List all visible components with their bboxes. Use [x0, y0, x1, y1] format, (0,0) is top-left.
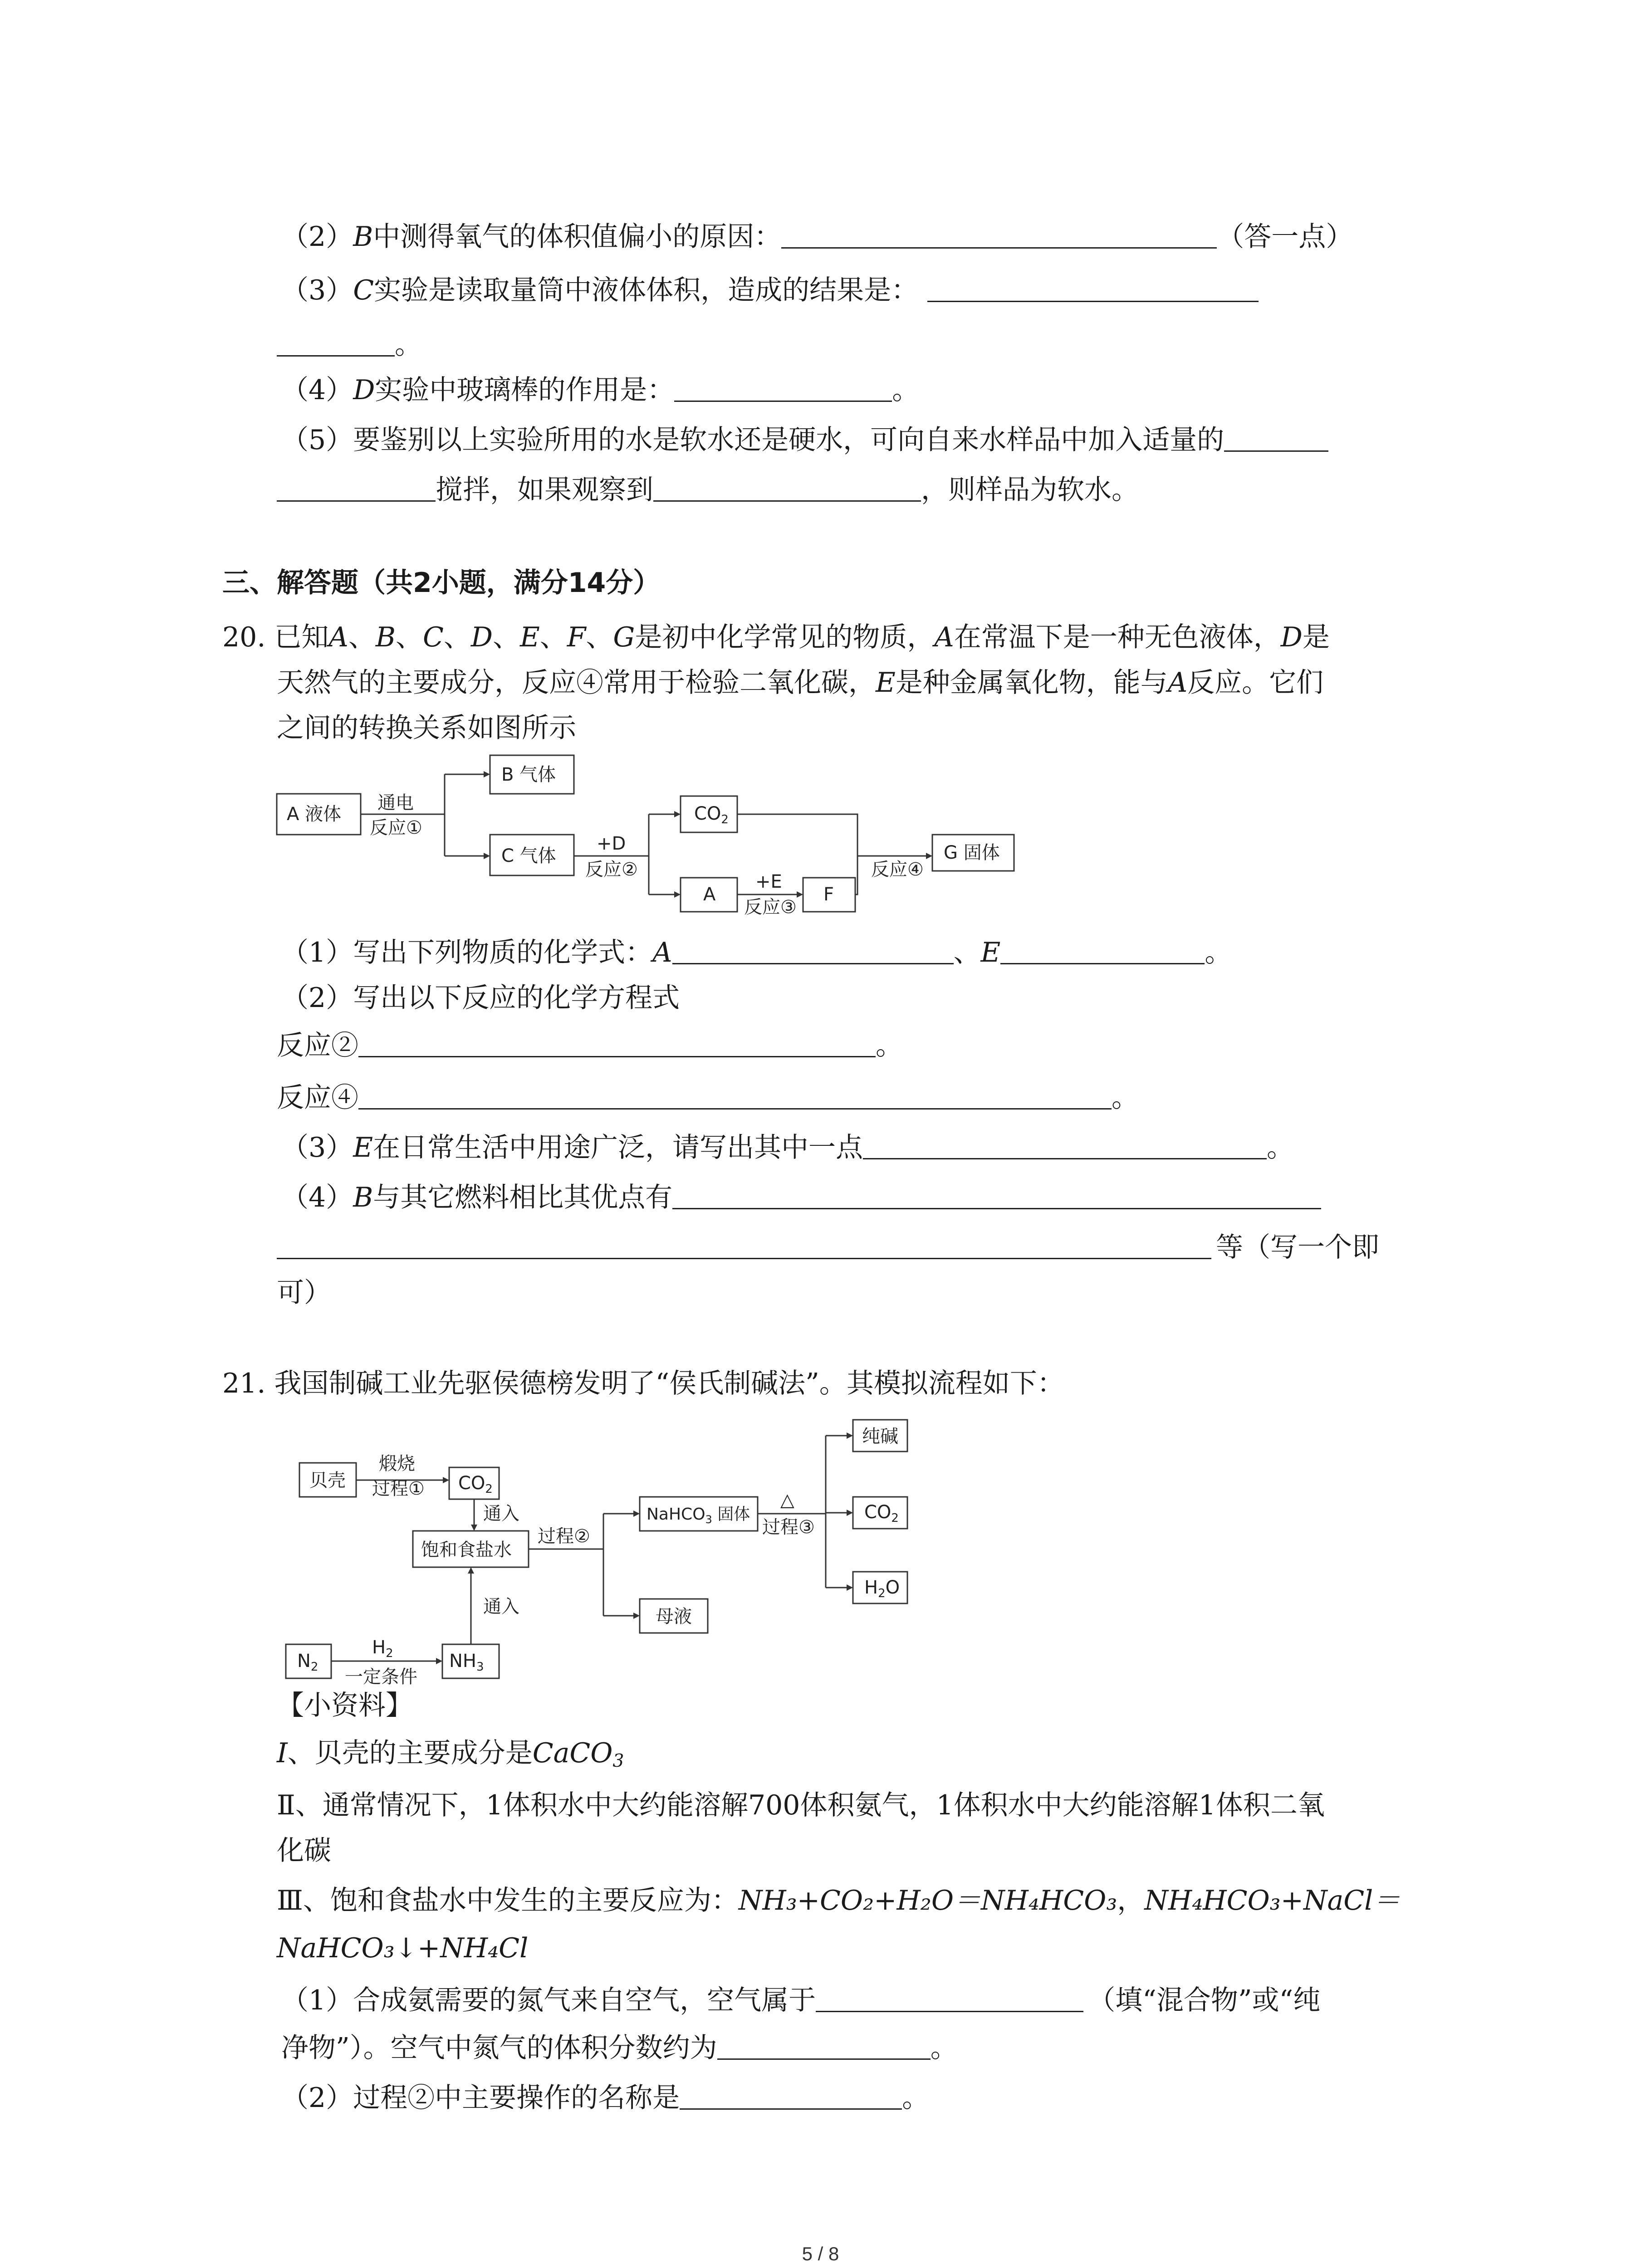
q19-part3 — [281, 272, 1259, 308]
text: E — [519, 621, 540, 653]
label-plus-d: +D — [597, 833, 626, 854]
answer-blank[interactable] — [781, 219, 1217, 249]
answer-blank[interactable] — [863, 1130, 1267, 1159]
answer-blank[interactable] — [672, 935, 954, 964]
label-reaction3: 反应③ — [744, 897, 797, 918]
text: A — [934, 621, 954, 653]
label-reaction1: 反应① — [370, 817, 422, 838]
text: 搅拌，如果观察到 — [436, 474, 653, 506]
text: 在日常生活中用途广泛，请写出其中一点 — [373, 1132, 863, 1163]
brine-label: 饱和食盐水 — [421, 1540, 512, 1560]
text: Ⅲ、饱和食盐水中发生的主要反应为： — [277, 1885, 739, 1916]
label-reaction2: 反应② — [585, 859, 638, 880]
node-c-label: C 气体 — [501, 846, 556, 866]
text: 。 — [1267, 1132, 1294, 1163]
text: C — [353, 274, 374, 306]
text: 在常温下是一种无色液体， — [954, 621, 1281, 653]
nahco3-label — [647, 1505, 750, 1526]
answer-blank[interactable] — [717, 2030, 931, 2060]
answer-blank[interactable] — [358, 1080, 1112, 1110]
process3-label: 过程③ — [762, 1517, 815, 1538]
text: （3） — [281, 274, 353, 306]
q20-reaction4 — [277, 1080, 1139, 1116]
label-plus-e: +E — [755, 871, 782, 892]
text: ， — [1117, 1885, 1145, 1916]
answer-blank[interactable] — [1224, 422, 1328, 452]
text: NaHCO — [647, 1505, 705, 1524]
text: 反应。它们 — [1187, 667, 1324, 699]
info-title: 【小资料】 — [277, 1690, 413, 1721]
text: 是 — [1302, 621, 1330, 653]
label-electrolysis: 通电 — [377, 792, 414, 813]
q20-sub3 — [281, 1129, 1294, 1166]
text: F — [567, 621, 586, 653]
text: （填“混合物”或“纯 — [1088, 1984, 1321, 2016]
q21-stem — [222, 1365, 1064, 1402]
q19-part2 — [281, 219, 1353, 255]
answer-blank[interactable] — [674, 372, 892, 402]
text: （2） — [281, 221, 353, 253]
nh3-label — [449, 1651, 484, 1674]
text: 等（写一个即 — [1216, 1232, 1379, 1263]
text: 已知 — [274, 621, 329, 653]
subscript: 3 — [705, 1513, 712, 1526]
text: 。 — [902, 2082, 930, 2114]
answer-blank[interactable] — [358, 1028, 876, 1057]
text: （2）过程②中主要操作的名称是 — [281, 2082, 680, 2114]
text: （5）要鉴别以上实验所用的水是软水还是硬水，可向自来水样品中加入适量的 — [281, 424, 1225, 456]
n2-label — [297, 1651, 318, 1674]
mother-liquor-label: 母液 — [656, 1606, 692, 1627]
text: 反应④ — [277, 1082, 358, 1114]
co2b-label — [864, 1502, 899, 1525]
text: 、 — [443, 621, 471, 653]
text: （4） — [281, 1182, 353, 1213]
text: 固体 — [712, 1505, 750, 1524]
text: I — [277, 1737, 288, 1769]
text: O — [885, 1577, 900, 1598]
condition-label: 一定条件 — [345, 1667, 417, 1685]
text: CO — [694, 803, 721, 824]
text: D — [353, 374, 375, 406]
text: 、 — [539, 621, 567, 653]
heat-symbol: △ — [780, 1490, 794, 1510]
equation: NH₄HCO₃+NaCl＝ — [1144, 1885, 1401, 1916]
h2-label — [372, 1637, 393, 1660]
page-number: 5 / 8 — [802, 2243, 839, 2264]
answer-blank[interactable] — [927, 273, 1259, 302]
calcine-label: 煅烧 — [379, 1453, 415, 1474]
subscript: 2 — [485, 1482, 493, 1496]
info-item3-cont — [277, 1930, 528, 1966]
q20-sub2: （2）写出以下反应的化学方程式 — [281, 982, 680, 1014]
subscript: 2 — [878, 1587, 886, 1600]
text: N — [297, 1651, 311, 1672]
text: H — [372, 1637, 386, 1658]
q20-sub4 — [281, 1179, 1321, 1216]
q20-sub1 — [281, 934, 1232, 971]
inlet1-label: 通入 — [483, 1503, 519, 1524]
info-item2: Ⅱ、通常情况下，1体积水中大约能溶解700体积氨气，1体积水中大约能溶解1体积二氧 — [277, 1789, 1325, 1821]
text: 我国制碱工业先驱侯德榜发明了“侯氏制碱法”。其模拟流程如下： — [274, 1368, 1064, 1399]
text: CO — [458, 1473, 485, 1494]
node-co2-label — [694, 803, 729, 826]
text: 天然气的主要成分，反应④常用于检验二氧化碳， — [277, 667, 876, 699]
text: 反应② — [277, 1030, 358, 1061]
answer-blank[interactable] — [1000, 935, 1205, 964]
subscript: 2 — [891, 1511, 899, 1525]
text: E — [876, 667, 896, 699]
equation: NH₃+CO₂+H₂O＝NH₄HCO₃ — [738, 1885, 1117, 1916]
text: （1）写出下列物质的化学式： — [281, 937, 653, 968]
text: 。 — [892, 374, 920, 406]
node-g-label: G 固体 — [944, 842, 1000, 863]
text: D — [1280, 621, 1303, 653]
question-number: 20. — [222, 621, 266, 653]
text: 。 — [1205, 937, 1232, 968]
text: A — [1167, 667, 1188, 699]
text: （答一点） — [1217, 221, 1353, 253]
text: （4） — [281, 374, 353, 406]
text: 、贝壳的主要成分是 — [287, 1737, 533, 1769]
process2-label: 过程② — [538, 1526, 590, 1547]
q19-part5-cont — [277, 472, 1139, 508]
text: 、 — [586, 621, 613, 653]
text: G — [613, 621, 635, 653]
q19-part4 — [281, 372, 919, 408]
q20-stem-line2 — [277, 665, 1323, 701]
answer-blank[interactable] — [277, 1230, 1211, 1259]
answer-blank[interactable] — [653, 472, 921, 502]
q21-sub1-cont — [281, 2030, 958, 2066]
node-f-label: F — [823, 884, 834, 905]
q21-sub1 — [281, 1982, 1320, 2019]
answer-blank[interactable] — [277, 327, 395, 357]
info-item3 — [277, 1882, 1400, 1919]
h2o-label — [864, 1577, 900, 1600]
soda-label: 纯碱 — [862, 1426, 898, 1447]
text: （1）合成氨需要的氮气来自空气，空气属于 — [281, 1984, 816, 2016]
text: （3） — [281, 1132, 353, 1163]
text: 与其它燃料相比其优点有 — [373, 1182, 673, 1213]
q21-flow-diagram — [277, 1413, 957, 1685]
inlet2-label: 通入 — [483, 1596, 519, 1617]
q19-part5 — [281, 422, 1328, 458]
text: C — [422, 621, 444, 653]
text: 。 — [1112, 1082, 1139, 1114]
node-a-label: A 液体 — [287, 804, 342, 825]
text: B — [353, 1182, 373, 1213]
subscript: 3 — [476, 1660, 484, 1674]
text: 实验是读取量筒中液体体积，造成的结果是： — [374, 274, 919, 306]
info-item2-cont: 化碳 — [277, 1835, 331, 1867]
equation: NaHCO₃↓+NH₄Cl — [277, 1932, 529, 1964]
subscript: 3 — [612, 1750, 624, 1771]
text: H — [864, 1577, 878, 1598]
shell-label: 贝壳 — [309, 1470, 346, 1491]
text: A — [652, 937, 672, 968]
question-number: 21. — [222, 1368, 266, 1399]
text: A — [328, 621, 348, 653]
text: 是种金属氧化物，能与 — [895, 667, 1168, 699]
q20-sub4-end: 可） — [277, 1277, 331, 1309]
q20-stem-line1 — [222, 619, 1330, 655]
answer-blank[interactable] — [277, 472, 436, 502]
text: E — [353, 1132, 373, 1163]
section-heading: 三、解答题（共2小题，满分14分） — [222, 567, 661, 599]
q20-flow-diagram — [272, 751, 1021, 923]
text: 。 — [395, 329, 422, 361]
text: B — [375, 621, 396, 653]
text: 实验中玻璃棒的作用是： — [375, 374, 675, 406]
process1-label: 过程① — [372, 1478, 425, 1499]
node-a2-label: A — [703, 884, 716, 905]
info-item1 — [277, 1735, 624, 1779]
subscript: 2 — [386, 1647, 393, 1660]
text: 。 — [930, 2032, 958, 2064]
q21-sub2 — [281, 2080, 929, 2116]
text: 、 — [395, 621, 423, 653]
q19-part3-cont — [277, 327, 422, 363]
q20-stem-line3: 之间的转换关系如图所示 — [277, 712, 576, 744]
text: 是初中化学常见的物质， — [635, 621, 935, 653]
answer-blank[interactable] — [816, 1983, 1083, 2012]
text: B — [353, 221, 373, 253]
text: 。 — [876, 1030, 903, 1061]
answer-blank[interactable] — [680, 2080, 902, 2110]
q20-reaction2 — [277, 1027, 903, 1064]
node-b-label: B 气体 — [501, 764, 556, 785]
text: D — [470, 621, 493, 653]
q20-sub4-cont — [277, 1229, 1379, 1266]
text: 、 — [348, 621, 376, 653]
text: 、 — [953, 937, 981, 968]
subscript: 2 — [310, 1660, 318, 1674]
label-reaction4: 反应④ — [871, 859, 924, 880]
answer-blank[interactable] — [672, 1180, 1321, 1209]
text: E — [980, 937, 1001, 968]
text: ，则样品为软水。 — [921, 474, 1139, 506]
text: NH — [449, 1651, 476, 1672]
text: 中测得氧气的体积值偏小的原因： — [373, 221, 782, 253]
text: 净物”）。空气中氮气的体积分数约为 — [281, 2032, 717, 2064]
subscript: 2 — [721, 813, 729, 826]
formula: CaCO — [532, 1737, 613, 1769]
co2-label — [458, 1473, 493, 1496]
text: 、 — [492, 621, 520, 653]
text: CO — [864, 1502, 892, 1523]
